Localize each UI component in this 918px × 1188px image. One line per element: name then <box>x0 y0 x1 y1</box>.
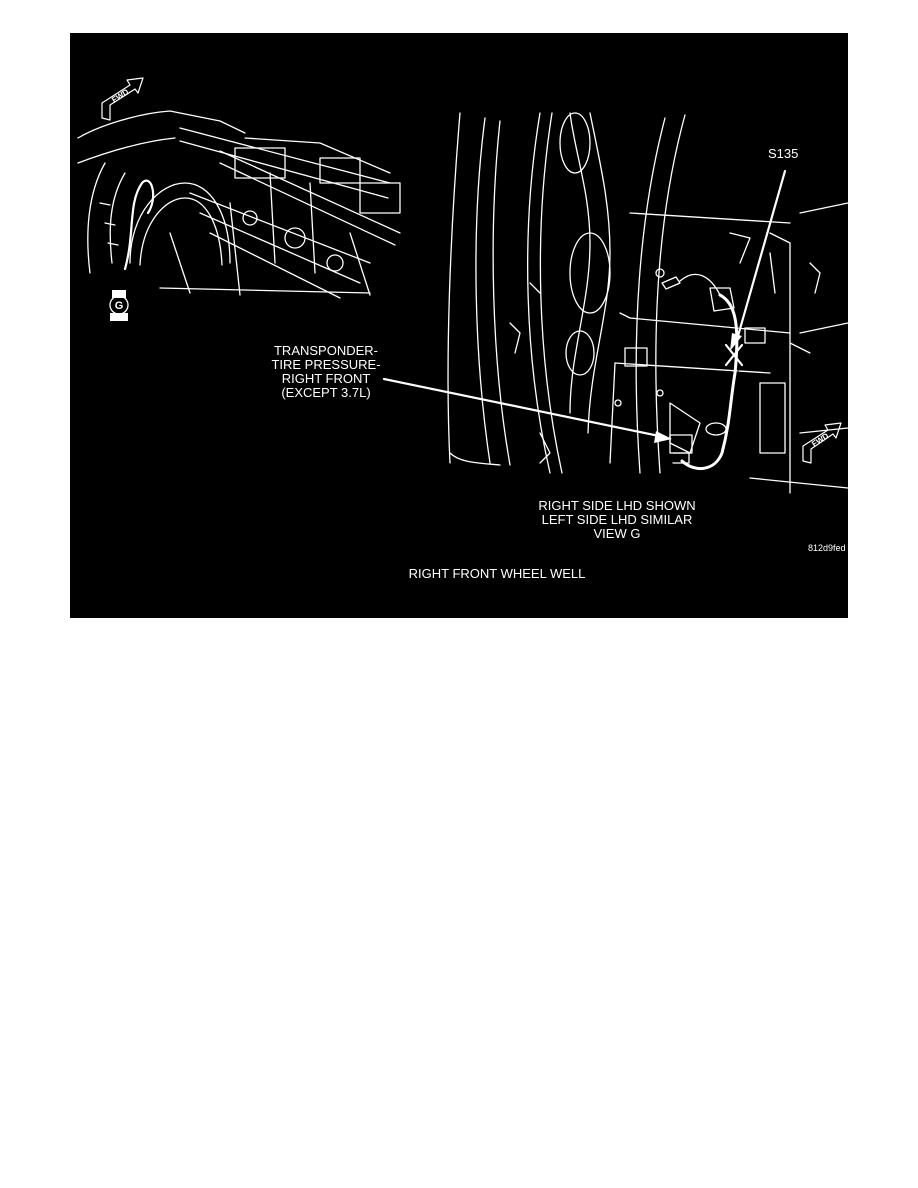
fwd-arrow-label: FWD <box>810 431 831 449</box>
overview-inset-drawing <box>78 111 400 298</box>
transponder-callout-label <box>258 344 394 400</box>
transponder-callout-line: (EXCEPT 3.7L) <box>281 385 371 400</box>
transponder-callout-line: RIGHT FRONT <box>281 371 371 386</box>
diagram-artwork <box>70 33 848 618</box>
transponder-callout-line: TRANSPONDER- <box>273 343 378 358</box>
wheel-well-drawing <box>448 113 848 493</box>
wheel-well-diagram <box>70 33 848 618</box>
figure-code-label: 812d9fed <box>808 543 846 553</box>
view-marker-letter: G <box>114 300 124 312</box>
fwd-arrow-label: FWD <box>110 87 131 105</box>
splice-callout-label: S135 <box>768 146 799 161</box>
transponder-callout-line: TIRE PRESSURE- <box>271 357 381 372</box>
view-note-line: RIGHT SIDE LHD SHOWN <box>538 498 696 513</box>
diagram-caption: RIGHT FRONT WHEEL WELL <box>408 566 586 581</box>
view-note-line: VIEW G <box>593 526 641 541</box>
view-note-label <box>522 499 712 541</box>
callout-arrows <box>384 171 785 443</box>
view-note-line: LEFT SIDE LHD SIMILAR <box>541 512 693 527</box>
